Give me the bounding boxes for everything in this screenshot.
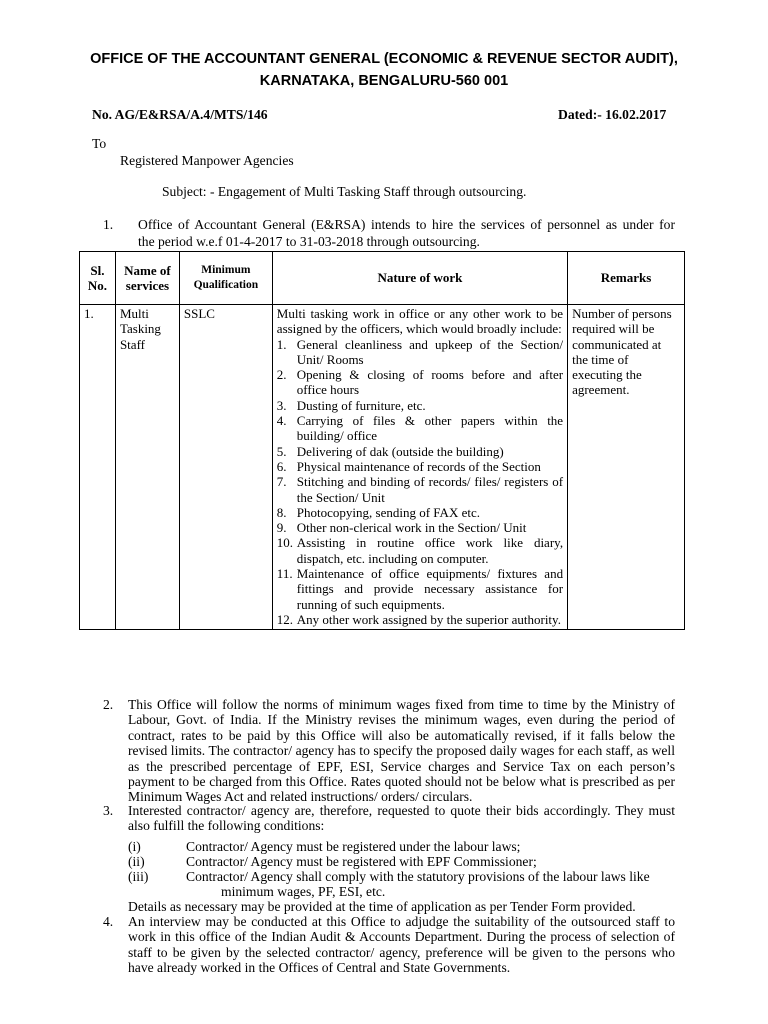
condition-text-continued: minimum wages, PF, ESI, etc. xyxy=(221,884,386,899)
header-minimum-qualification: Minimum Qualification xyxy=(179,252,272,305)
list-item: 11. Maintenance of office equipments/ fixtures and fittings and provide necessary assistance for running of such equipments. xyxy=(276,566,564,612)
para1-line1: Office of Accountant General (E&RSA) intends to hire the services of personnel as under for xyxy=(138,217,675,232)
condition-number: (ii) xyxy=(128,854,145,869)
subject: Subject: - Engagement of Multi Tasking Staff through outsourcing. xyxy=(162,184,527,199)
header-remarks: Remarks xyxy=(568,252,685,305)
row-qualification: SSLC xyxy=(179,305,272,630)
list-item: 2. Opening & closing of rooms before and after office hours xyxy=(276,367,564,398)
row-remarks: Number of persons required will be communicated at the time of executing the agreement. xyxy=(568,305,685,630)
header-name-of-services: Name of services xyxy=(115,252,179,305)
para4-number: 4. xyxy=(103,914,114,929)
para1-number: 1. xyxy=(103,217,114,232)
condition-text: Contractor/ Agency must be registered with EPF Commissioner; xyxy=(186,854,537,869)
office-heading-line1: OFFICE OF THE ACCOUNTANT GENERAL (ECONOMIC & REVENUE SECTOR AUDIT), xyxy=(90,51,678,67)
list-item: 4. Carrying of files & other papers within the building/ office xyxy=(276,413,564,444)
row-nature-of-work xyxy=(272,305,567,630)
dated: Dated:- 16.02.2017 xyxy=(558,107,667,122)
table-row xyxy=(80,305,685,630)
condition-text: Contractor/ Agency shall comply with the statutory provisions of the labour laws like xyxy=(186,869,650,884)
para2-number: 2. xyxy=(103,697,114,712)
header-nature-of-work: Nature of work xyxy=(272,252,567,305)
list-item: 10. Assisting in routine office work like diary, dispatch, etc. including on computer. xyxy=(276,535,564,566)
header-sl-no: Sl. No. xyxy=(80,252,116,305)
list-item: 7. Stitching and binding of records/ files/ registers of the Section/ Unit xyxy=(276,474,564,505)
list-item: 3. Dusting of furniture, etc. xyxy=(276,397,426,413)
nature-list xyxy=(277,337,563,628)
para3-number: 3. xyxy=(103,803,114,818)
row-name-of-services: Multi Tasking Staff xyxy=(115,305,179,630)
row-sl-no: 1. xyxy=(80,305,116,630)
list-item: 12. Any other work assigned by the superior authority. xyxy=(276,611,561,627)
list-item: 5. Delivering of dak (outside the building) xyxy=(276,443,504,459)
condition-text: Contractor/ Agency must be registered under the labour laws; xyxy=(186,839,521,854)
para3-text: Interested contractor/ agency are, therefore, requested to quote their bids accordingly. They must also fulfill the following conditions: xyxy=(128,803,675,834)
condition-number: (i) xyxy=(128,839,141,854)
nature-intro: Multi tasking work in office or any other work to be assigned by the officers, which would broadly include: xyxy=(276,306,564,337)
to-label: To xyxy=(92,136,107,151)
para2-text: This Office will follow the norms of minimum wages fixed from time to time by the Ministry of Labour, Govt. of India. If the Ministry revises the minimum wages, even during the period of contract, rates to be paid by this Office will also be automatically revised, if it falls below the revised limits. The contractor/ agency has to specify the proposed daily wages for each staff, as well as the prescribed percentage of EPF, ESI, Service charges and Service Tax on each person’s payment to be charged from this Office. Rates quoted should not be below what is prescribed as per Minimum Wages Act and related instructions/ orders/ circulars. xyxy=(128,697,675,805)
para3-details: Details as necessary may be provided at the time of application as per Tender Form provided. xyxy=(128,899,636,914)
office-heading-line2: KARNATAKA, BENGALURU-560 001 xyxy=(259,73,509,89)
table-header-row xyxy=(80,252,685,305)
condition-number: (iii) xyxy=(128,869,149,884)
services-table xyxy=(79,251,685,630)
recipient: Registered Manpower Agencies xyxy=(120,153,294,168)
list-item: 1. General cleanliness and upkeep of the Section/ Unit/ Rooms xyxy=(276,336,564,367)
list-item: 8. Photocopying, sending of FAX etc. xyxy=(276,504,480,520)
list-item: 6. Physical maintenance of records of the Section xyxy=(276,458,541,474)
reference-number: No. AG/E&RSA/A.4/MTS/146 xyxy=(92,107,268,122)
para1-line2: the period w.e.f 01-4-2017 to 31-03-2018 through outsourcing. xyxy=(138,234,480,249)
list-item: 9. Other non-clerical work in the Section/ Unit xyxy=(276,520,527,536)
para4-text: An interview may be conducted at this Office to adjudge the suitability of the outsourced staff to work in this office of the Indian Audit & Accounts Department. During the process of selection of staff to be given by the selected contractor/ agency, preference will be given to the persons who have already worked in the Offices of Central and State Governments. xyxy=(128,914,675,976)
